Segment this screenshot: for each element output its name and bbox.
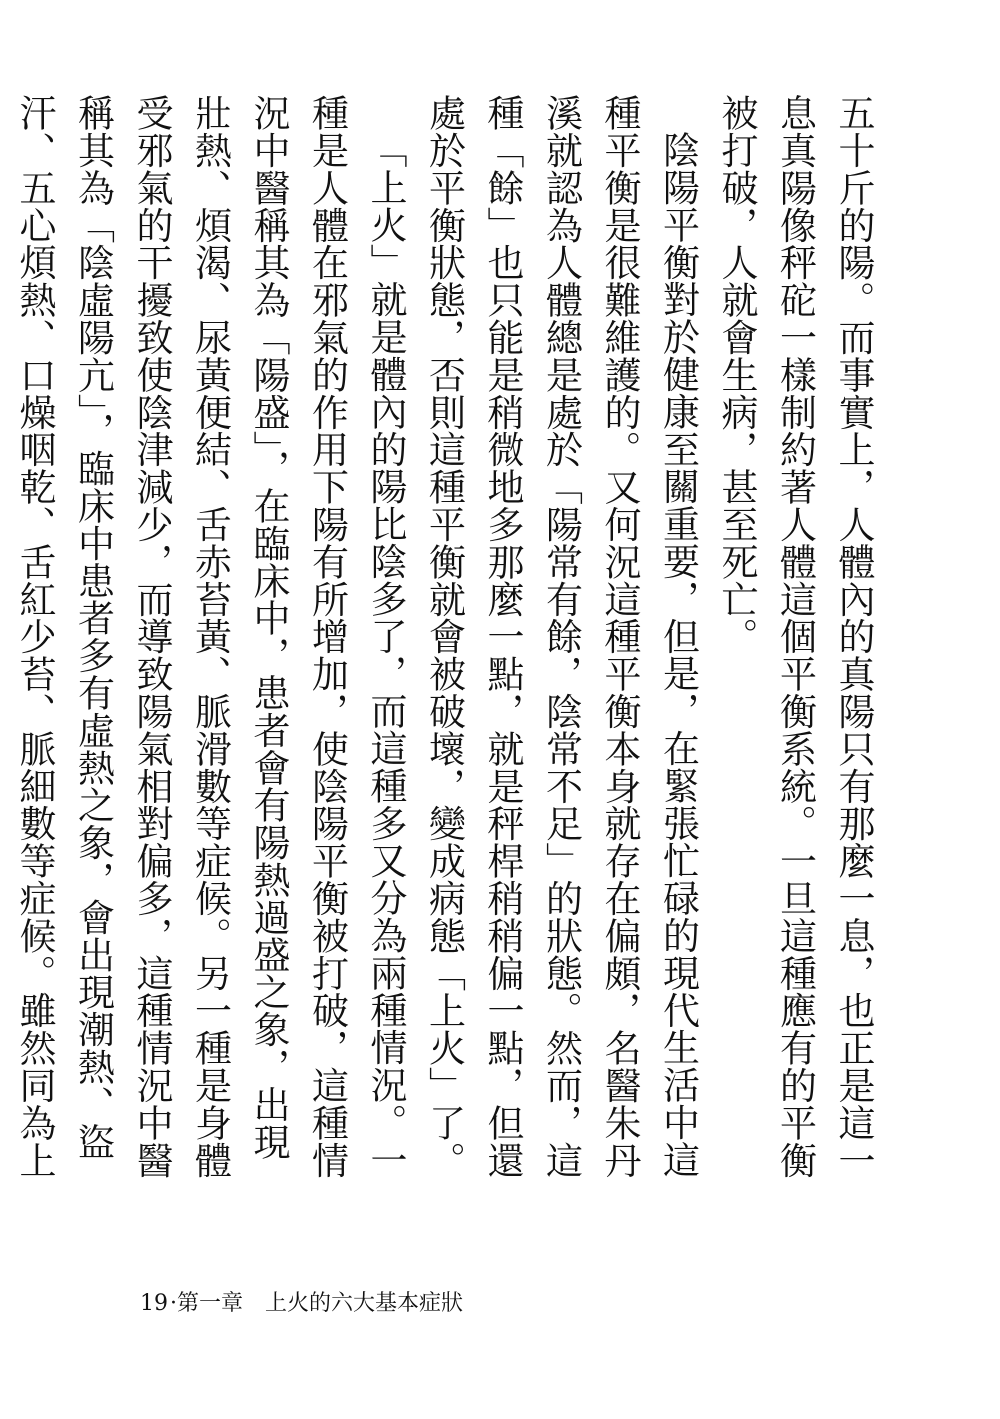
- paragraph: 「上火」就是體內的陽比陰多了，而這種多又分為兩種情況。一種是人體在邪氣的作用下陽有所增加，使陰陽平衡被打破，這種情況中醫稱其為「陽盛」，在臨床中，患者會有陽熱過盛之象，出現壯熱、煩渴、尿黃便結、舌赤苔黃、脈滑數等症候。另一種是身體受邪氣的干擾致使陰津減少，而導致陽氣相對偏多，這種情況中醫稱其為「陰虛陽亢」，臨床中患者多有虛熱之象，會出現潮熱、盜汗、五心煩熱、口燥咽乾、舌紅少苔、脈細數等症候。雖然同為上: [13, 94, 407, 1179]
- page-number: 19: [140, 1291, 168, 1316]
- chapter-label: 第一章: [177, 1291, 244, 1316]
- paragraph: 陰陽平衡對於健康至關重要，但是，在緊張忙碌的現代生活中這種平衡是很難維護的。又何況這種平衡本身就存在偏頗，名醫朱丹溪就認為人體總是處於「陽常有餘，陰常不足」的狀態。然而，這種「餘」也只能是稍微地多那麼一點，就是秤桿稍稍偏一點，但還處於平衡狀態，否則這種平衡就會被破壞，變成病態「上火」了。: [422, 94, 700, 1179]
- chapter-title: 上火的六大基本症狀: [265, 1291, 464, 1316]
- body-text: [13, 94, 882, 1184]
- page-footer: [140, 1286, 463, 1317]
- paragraph: 五十斤的陽。而事實上，人體內的真陽只有那麼一息，也正是這一息真陽像秤砣一樣制約著人體這個平衡系統。一旦這種應有的平衡被打破，人就會生病，甚至死亡。: [715, 94, 875, 1179]
- footer-separator: ·: [170, 1291, 177, 1316]
